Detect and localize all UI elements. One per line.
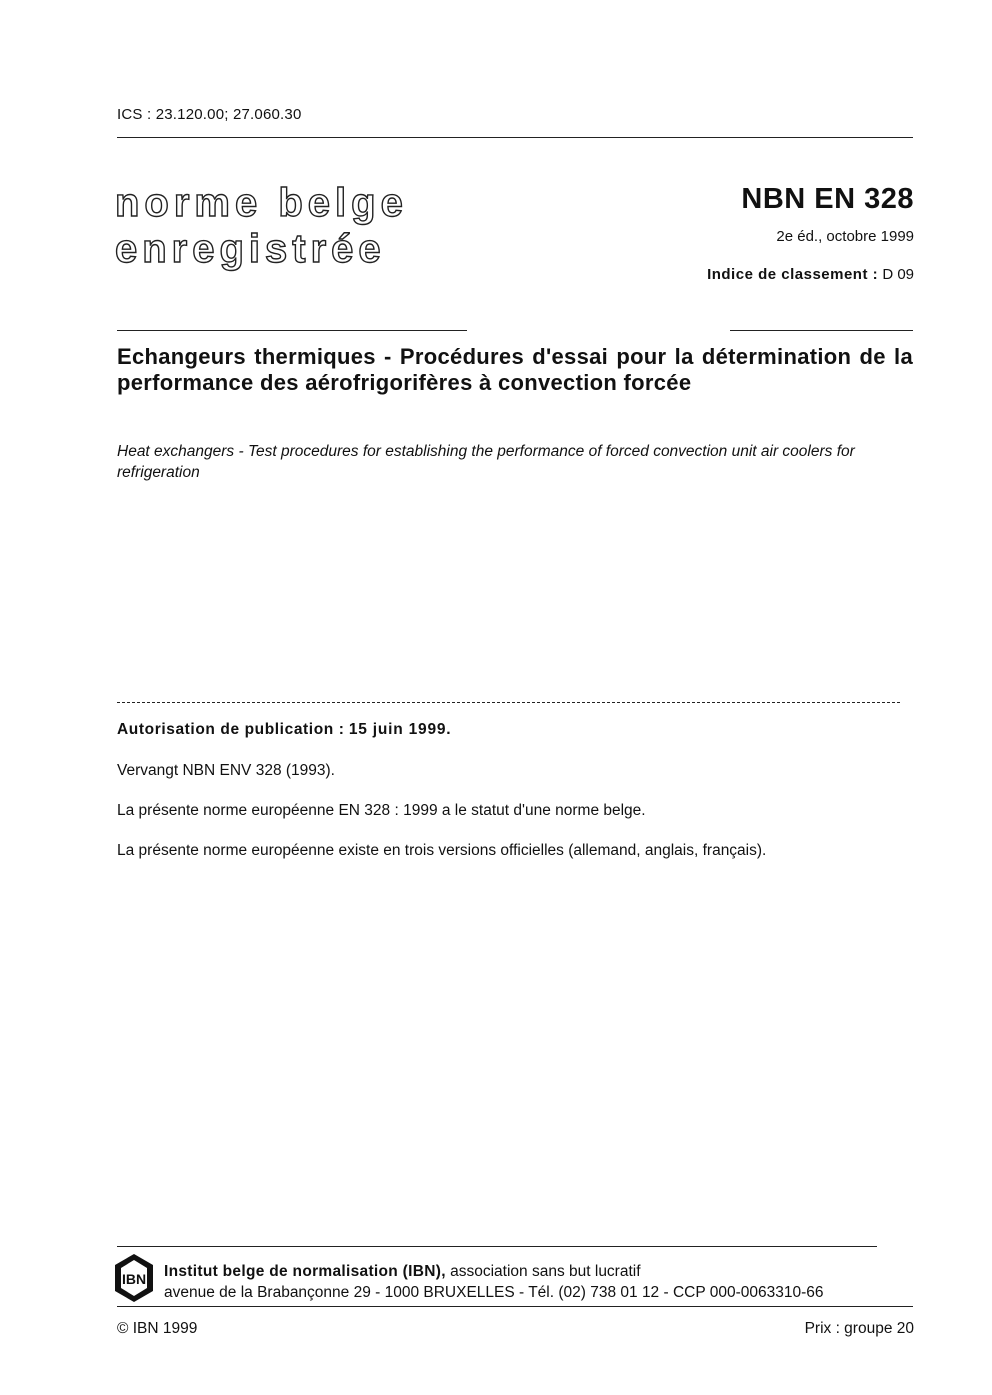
institute-info [164,1261,823,1303]
brand-title [115,180,408,272]
brand-line-1: norme belge [115,181,408,225]
ibn-logo [113,1253,155,1303]
brand-line-2: enregistrée [115,227,386,271]
title-divider-left [117,330,467,331]
classification-value: D 09 [882,266,914,283]
institute-line [164,1261,823,1282]
title-divider-right [730,330,913,331]
copyright: © IBN 1999 [117,1320,198,1337]
authorization-label: Autorisation de publication : [117,721,345,738]
replaces-note: Vervangt NBN ENV 328 (1993). [117,762,335,779]
status-note: La présente norme européenne EN 328 : 1999 a le statut d'une norme belge. [117,802,646,819]
authorization-date: 15 juin 1999. [348,721,452,738]
classification-index [707,266,914,283]
classification-label: Indice de classement : [707,266,879,283]
institute-name: Institut belge de normalisation (IBN), [164,1263,446,1280]
section-divider [117,702,900,703]
footer-divider-bottom [117,1306,913,1307]
standard-number: NBN EN 328 [741,183,914,215]
institute-desc: association sans but lucratif [445,1263,641,1280]
edition-date: 2e éd., octobre 1999 [776,228,914,245]
institute-address: avenue de la Brabançonne 29 - 1000 BRUXELLES - Tél. (02) 738 01 12 - CCP 000-0063310-66 [164,1284,824,1301]
ics-code: ICS : 23.120.00; 27.060.30 [117,106,302,123]
title-english: Heat exchangers - Test procedures for establishing the performance of forced convection unit air coolers for refrigeration [117,443,855,481]
footer-divider-top [117,1246,877,1247]
price-group: Prix : groupe 20 [804,1320,914,1337]
title-french: Echangeurs thermiques - Procédures d'essai pour la détermination de la performance des aérofrigorifères à convection forcée [117,344,913,395]
ibn-logo-text: IBN [121,1271,147,1287]
header-divider [117,137,913,138]
publication-authorization [117,721,451,739]
versions-note: La présente norme européenne existe en trois versions officielles (allemand, anglais, français). [117,842,767,859]
